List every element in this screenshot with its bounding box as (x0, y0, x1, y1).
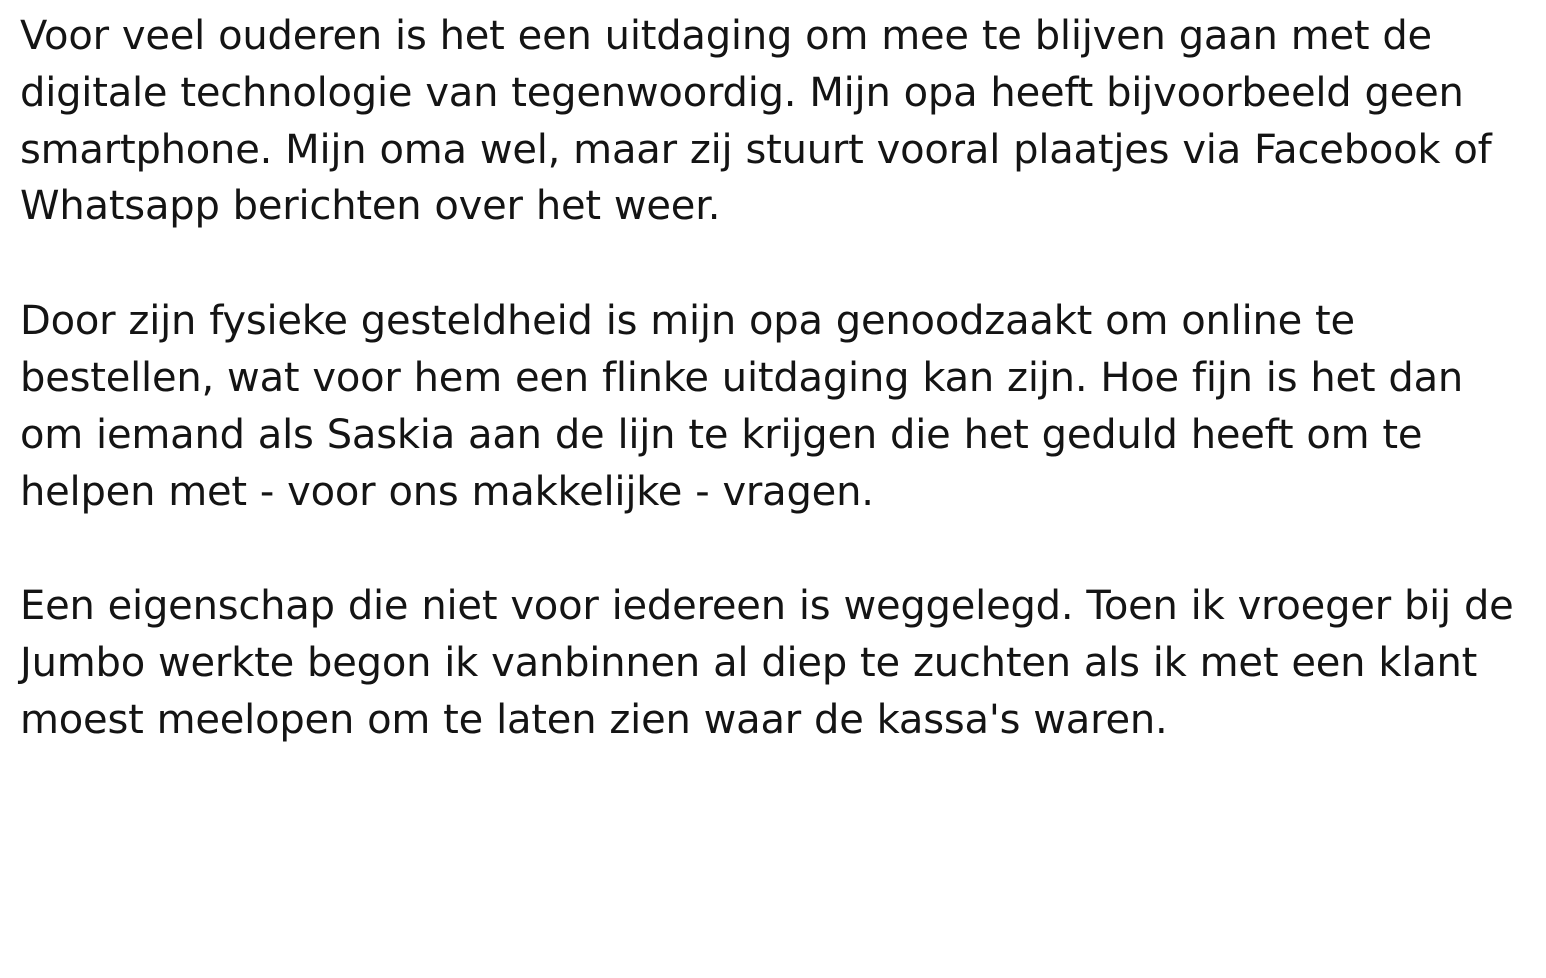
paragraph-1: Voor veel ouderen is het een uitdaging om mee te blijven gaan met de digitale technologie van tegenwoordig. Mijn opa heeft bijvoorbeeld geen smartphone. Mijn oma wel, maar zij stuurt vooral plaatjes via Facebook of Whatsapp berichten over het weer. (20, 13, 1492, 230)
paragraph-3: Een eigenschap die niet voor iedereen is weggelegd. Toen ik vroeger bij de Jumbo werkte begon ik vanbinnen al diep te zuchten als ik met een klant moest meelopen om te laten zien waar de kassa's waren. (20, 583, 1514, 743)
paragraph-2: Door zijn fysieke gesteldheid is mijn opa genoodzaakt om online te bestellen, wat voor hem een flinke uitdaging kan zijn. Hoe fijn is het dan om iemand als Saskia aan de lijn te krijgen die het geduld heeft om te helpen met - voor ons makkelijke - vragen. (20, 298, 1464, 515)
